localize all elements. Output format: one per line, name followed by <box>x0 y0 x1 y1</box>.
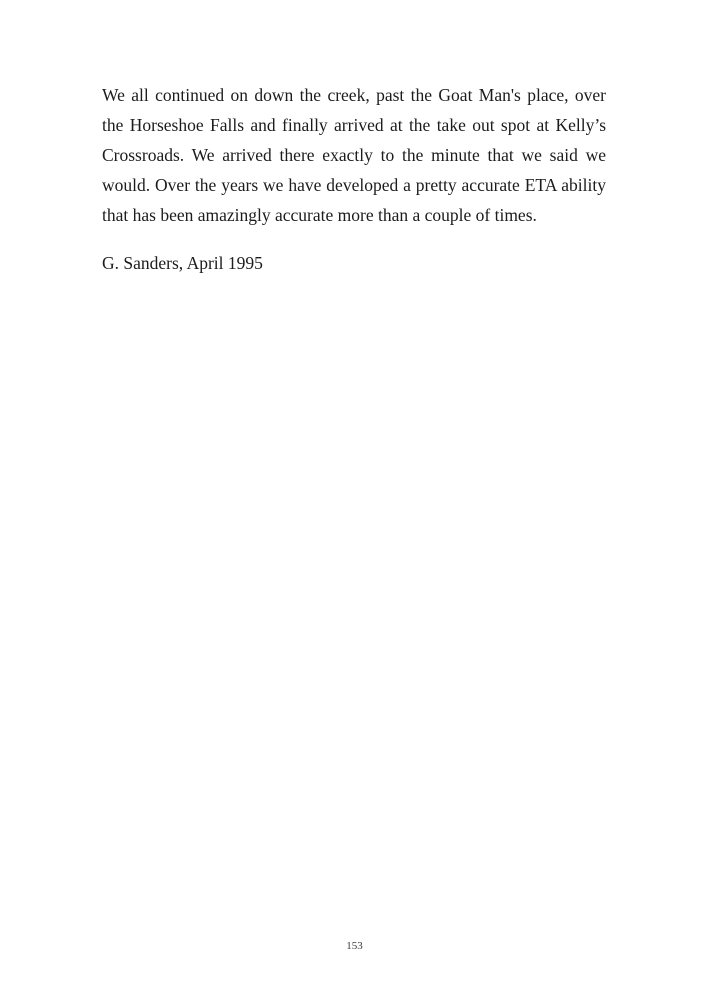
page-number: 153 <box>346 940 363 952</box>
author-signature: G. Sanders, April 1995 <box>102 253 263 273</box>
page-content <box>102 80 606 278</box>
body-paragraph: We all continued on down the creek, past the Goat Man's place, over the Horseshoe Falls and finally arrived at the take out spot at Kelly’s Crossroads. We arrived there exactly to the minute that we said we would. Over the years we have developed a pretty accurate ETA ability that has been amazingly accurate more than a couple of times. <box>102 85 606 225</box>
